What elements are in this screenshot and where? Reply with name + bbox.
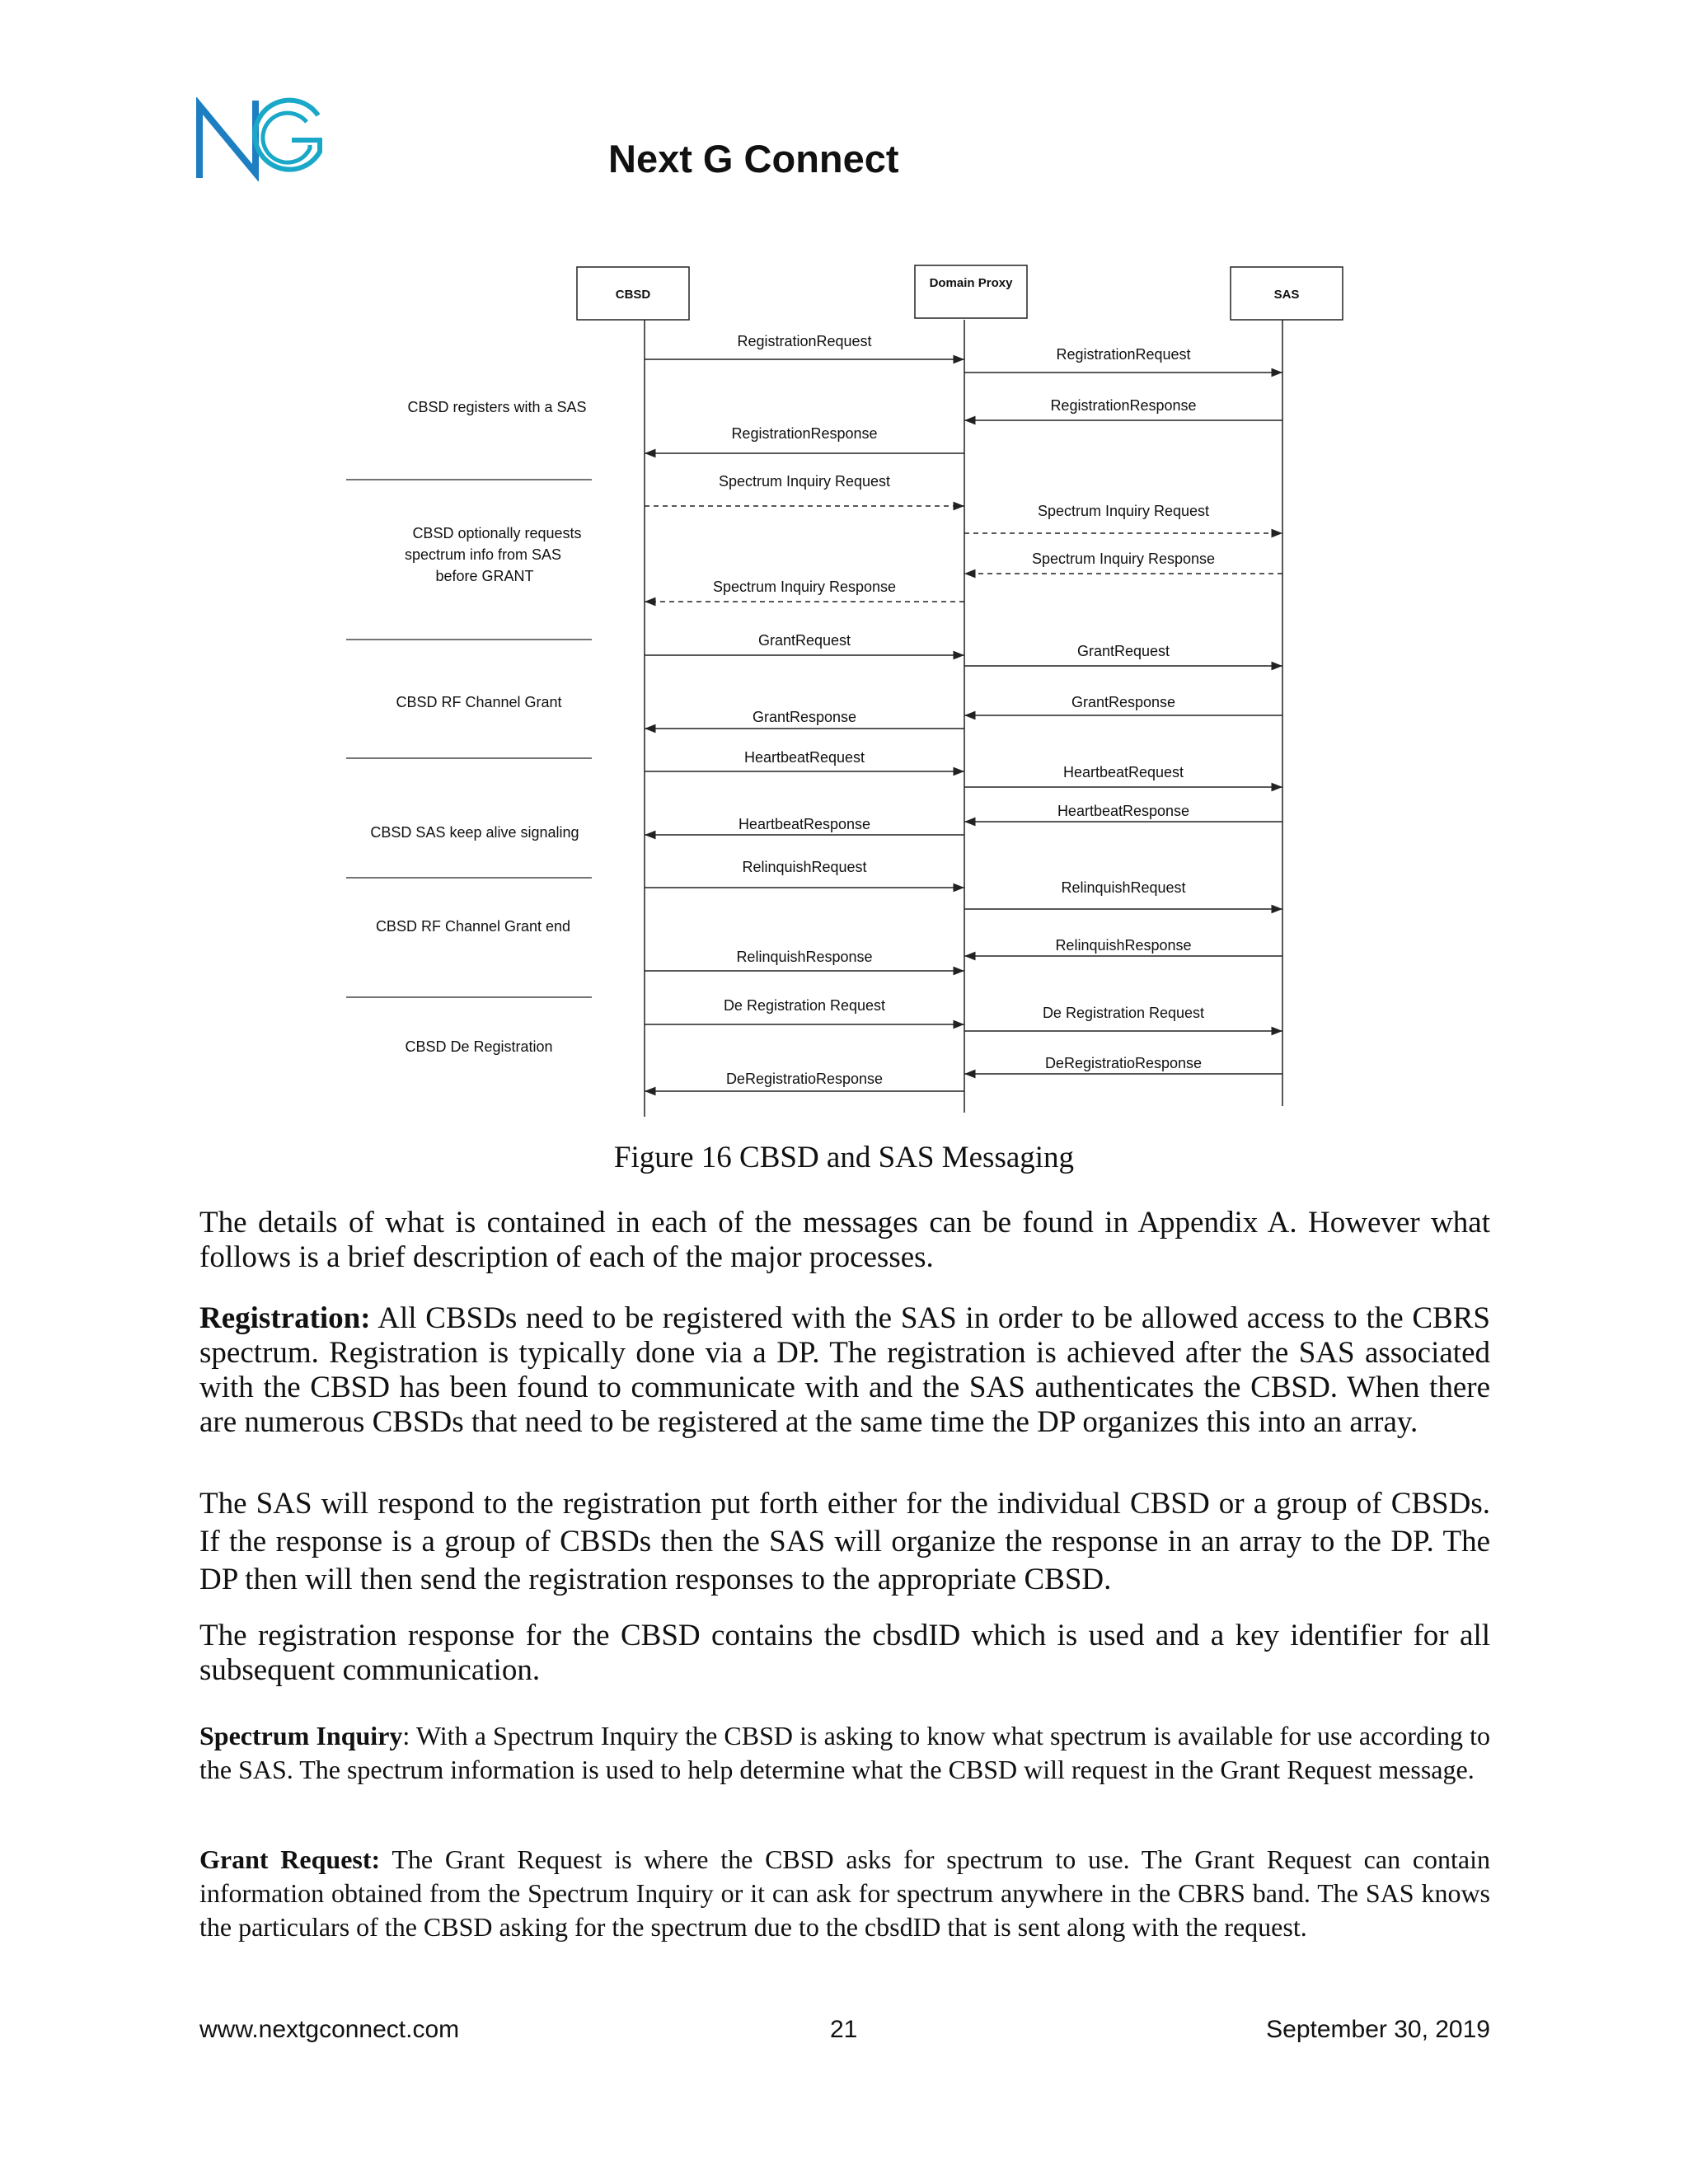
message-label: HeartbeatRequest [743,749,865,766]
registration-heading: Registration: [199,1301,371,1335]
message-label: RegistrationRequest [1056,346,1191,363]
message-label: GrantResponse [752,709,857,725]
message-label: HeartbeatResponse [1057,803,1190,819]
message-label: RelinquishResponse [1055,937,1192,954]
registration-paragraph [199,1301,1490,1440]
participant-box-domain-proxy [915,265,1027,318]
message-label: RegistrationResponse [731,425,878,442]
phase-label: CBSD De Registration [405,1038,553,1055]
message-label: RegistrationResponse [1050,397,1197,414]
phase-label: CBSD RF Channel Grant [396,694,562,710]
sas-response-paragraph: The SAS will respond to the registration put forth either for the individual CBSD or a group of CBSDs. If the response is a group of CBSDs then the SAS will organize the response in an array to the DP. The DP then will then send the registration responses to the appropriate CBSD. [199,1487,1490,1596]
intro-paragraph: The details of what is contained in each of the messages can be found in Appendix A. However what follows is a brief description of each of the major processes. [199,1206,1490,1274]
registration-response-paragraph: The registration response for the CBSD contains the cbsdID which is used and a key identifier for all subsequent communication. [199,1619,1490,1687]
spectrum-inquiry-paragraph [199,1719,1490,1787]
grant-request-heading: Grant Request: [199,1844,381,1874]
message-label: Spectrum Inquiry Response [712,579,897,595]
message-label: Spectrum Inquiry Response [1031,551,1216,567]
message-label: Spectrum Inquiry Request [718,473,891,490]
brand-title: Next G Connect [608,137,899,180]
message-label: RelinquishRequest [742,859,867,875]
message-label: De Registration Request [723,997,886,1014]
message-label: Spectrum Inquiry Request [1037,503,1210,519]
message-label: HeartbeatRequest [1062,764,1184,780]
footer-date: September 30, 2019 [1266,2016,1490,2043]
message-label: GrantRequest [757,632,851,649]
spectrum-inquiry-text: : With a Spectrum Inquiry the CBSD is asking to know what spectrum is available for use according to the SAS. The spectrum information is used to help determine what the CBSD will request in the Grant Request message. [199,1721,1491,1784]
participant-label-domain-proxy: Domain Proxy [929,276,1013,290]
registration-text: All CBSDs need to be registered with the SAS in order to be allowed access to the CBRS spectrum. Registration is typically done via a DP. The registration is achieved after the SAS associated with the CBSD has been found to communicate with and the SAS authenticates the CBSD. When there are numerous CBSDs that need to be registered at the same time the DP organizes this into an array. [199,1301,1490,1439]
phase-label: CBSD registers with a SAS [407,399,587,415]
footer-page-number: 21 [830,2016,858,2043]
message-label: HeartbeatResponse [738,816,871,832]
grant-request-paragraph [199,1843,1490,1944]
message-label: DeRegistratioResponse [725,1071,884,1087]
figure-caption: Figure 16 CBSD and SAS Messaging [613,1141,1075,1174]
phase-label: spectrum info from SAS [404,546,562,563]
phase-label: CBSD optionally requests [412,525,582,541]
message-label: DeRegistratioResponse [1044,1055,1203,1071]
message-label: GrantRequest [1076,643,1170,659]
message-label: RelinquishResponse [736,949,873,965]
participant-label-sas: SAS [1273,288,1300,302]
footer-website: www.nextgconnect.com [199,2016,460,2043]
message-label: RelinquishRequest [1061,879,1186,896]
spectrum-inquiry-heading: Spectrum Inquiry [199,1721,403,1750]
message-label: GrantResponse [1071,694,1176,710]
phase-label: before GRANT [435,568,534,584]
message-label: RegistrationRequest [737,333,872,349]
phase-label: CBSD SAS keep alive signaling [370,824,579,841]
message-label: De Registration Request [1042,1005,1205,1021]
phase-label: CBSD RF Channel Grant end [375,918,571,935]
participant-label-cbsd: CBSD [615,288,651,302]
grant-request-text: The Grant Request is where the CBSD asks for spectrum to use. The Grant Request can contain information obtained from the Spectrum Inquiry or it can ask for spectrum anywhere in the CBRS band. The SAS knows the particulars of the CBSD asking for the spectrum due to the cbsdID that is sent along with the request. [199,1844,1491,1942]
